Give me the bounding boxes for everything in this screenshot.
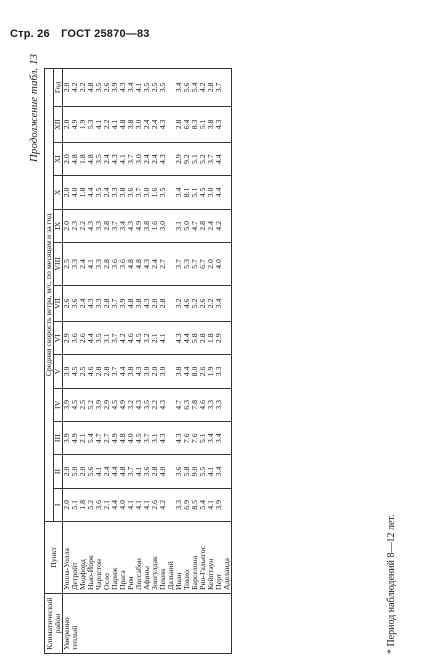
month-header: II: [54, 455, 63, 488]
column-header-climate: Климатический район: [45, 594, 63, 654]
month-header: I: [54, 488, 63, 521]
month-header: IV: [54, 388, 63, 421]
month-header: XII: [54, 106, 63, 142]
month-header: V: [54, 355, 63, 388]
value-column: 2.0 5.0 2.0 5.6 4.1 2.4 4.4 4.8 3.7 4.1 3.6 2.8 4.0 3.6 5.8 9.0 5.5 4.1 3.4: [63, 455, 232, 488]
footnote: * Период наблюдений 8—12 лет.: [386, 514, 397, 654]
month-header: VII: [54, 285, 63, 321]
column-header-point: Пункт: [45, 522, 63, 594]
table-continuation-label: Продолжение табл. 13: [28, 54, 40, 163]
wind-speed-table: [44, 68, 232, 654]
year-value-column: 2.0 4.2 2.2 4.8 3.5 2.6 3.9 4.3 3.4 4.1 3.5 2.5 3.5 3.4 5.6 5.4 4.2 2.8 3.7: [63, 69, 232, 107]
table-row: [63, 69, 232, 654]
year-header: Год: [54, 69, 63, 107]
value-column: 2.0 4.9 1.9 5.3 4.1 2.2 4.1 4.8 3.8 3.0 2.4 2.4 4.3 2.8 6.4 8.3 5.1 3.8 4.3: [63, 106, 232, 142]
value-column: 3.9 4.5 2.5 5.2 3.9 2.9 4.5 4.9 3.2 4.3 3.5 2.2 4.3 4.7 6.3 7.8 4.6 3.3 3.3: [63, 388, 232, 421]
value-column: 2.5 3.3 2.4 4.1 3.3 2.8 3.6 3.6 4.8 4.8 4.3 2.4 2.7 3.7 5.3 5.7 6.7 2.0 4.0: [63, 242, 232, 285]
month-header: IX: [54, 209, 63, 242]
value-column: 2.0 5.1 1.8 5.2 3.6 2.1 4.4 4.0 4.1 4.1 4.1 2.6 4.2 3.3 6.9 8.5 5.4 4.1 3.9: [63, 488, 232, 521]
month-header: VIII: [54, 242, 63, 285]
month-header: VI: [54, 322, 63, 355]
value-column: 3.9 4.9 2.1 5.4 4.7 2.7 4.9 4.8 4.0 4.5 3.7 3.1 4.3 4.3 7.6 7.6 5.1 3.4 3.4: [63, 422, 232, 455]
value-column: 2.0 2.3 2.2 4.3 3.3 2.8 3.7 3.4 4.3 4.9 3.8 1.6 3.0 3.1 5.0 4.7 2.8 2.4 4.2: [63, 209, 232, 242]
value-column: 2.0 4.0 1.8 4.4 3.5 2.4 3.3 3.8 3.6 3.7 3.0 1.6 3.5 3.4 8.1 5.1 4.5 3.0 4.4: [63, 176, 232, 209]
page-header: [10, 28, 158, 40]
value-column: 2.0 4.8 1.8 4.8 3.5 2.4 4.3 4.1 3.7 3.0 2.4 2.4 4.3 2.9 9.2 5.1 5.2 3.7 4.4: [63, 142, 232, 175]
city-list-cell: Уолла-Уолла Детройт Медфорд Нью-Йорк Чарлстон Осло Париж Прага Рим Лиссабон Афины Зонгулдак Пекин Дальний Инан Токио Барселона Рио-Гальегос Кейптаун Перт Аделаида: [63, 522, 232, 594]
page-number: Стр. 26: [10, 28, 50, 40]
group-header: Средняя скорость ветра, м/с, по месяцам и за год: [45, 69, 54, 522]
month-header: XI: [54, 142, 63, 175]
month-header: III: [54, 422, 63, 455]
month-header: X: [54, 176, 63, 209]
climate-region-cell: Умеренно теплый: [63, 594, 232, 654]
value-column: 2.6 3.6 2.4 4.3 3.3 2.8 3.7 3.9 4.8 3.8 4.3 2.0 2.8 3.2 4.6 5.2 2.6 2.2 3.4: [63, 285, 232, 321]
standard-code: ГОСТ 25870—83: [61, 28, 150, 40]
rotated-page-content: [28, 54, 413, 654]
value-column: 2.9 3.6 2.6 4.4 3.5 3.1 3.7 4.2 4.6 4.5 3.2 2.1 4.1 4.3 4.4 5.8 2.8 1.8 2.9: [63, 322, 232, 355]
value-column: 3.0 4.5 2.5 4.6 2.8 2.8 3.7 4.4 3.8 4.3 3.0 2.0 3.0 3.8 4.4 8.0 2.6 1.9 3.3: [63, 355, 232, 388]
